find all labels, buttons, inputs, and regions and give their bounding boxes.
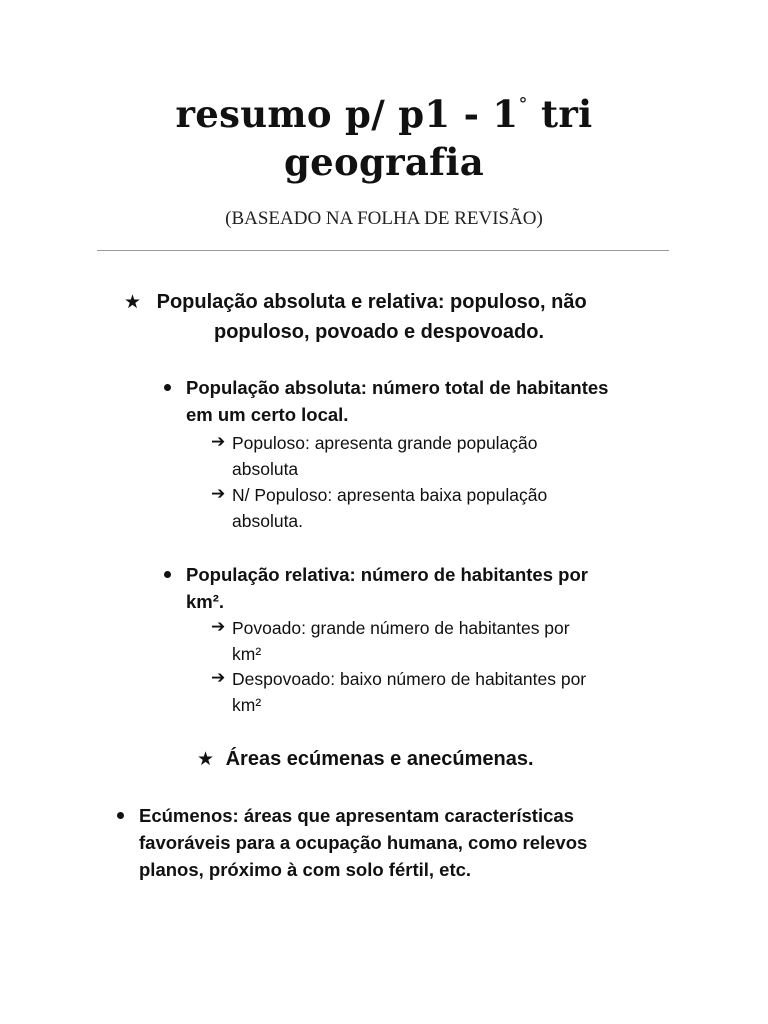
arrow-right-icon: ➔ <box>211 668 226 688</box>
arrow-right-icon: ➔ <box>211 617 226 637</box>
divider <box>97 250 669 251</box>
sub-item-line: N/ Populoso: apresenta baixa população <box>232 485 548 505</box>
arrow-right-icon: ➔ <box>211 484 226 504</box>
sub-item-line: Despovoado: baixo número de habitantes por <box>232 669 587 689</box>
section-heading-2 <box>197 744 534 774</box>
bullet-dot-icon <box>117 812 124 819</box>
page-title-line-2: geografia <box>283 140 485 184</box>
arrow-right-icon: ➔ <box>211 432 226 452</box>
bullet-absolute-population <box>186 374 608 428</box>
page-subtitle: (BASEADO NA FOLHA DE REVISÃO) <box>225 208 543 229</box>
sub-item-populoso <box>232 430 538 482</box>
sub-item-povoado <box>232 615 570 667</box>
bullet-line: População absoluta: número total de habitantes <box>186 377 609 398</box>
bullet-line: População relativa: número de habitantes por <box>186 564 588 585</box>
title-text-suffix: tri <box>527 92 593 136</box>
sub-item-despovoado <box>232 666 586 718</box>
sub-item-line: absoluta <box>232 459 299 479</box>
bullet-ecumenos <box>139 802 587 883</box>
sub-item-line: Populoso: apresenta grande população <box>232 433 538 453</box>
bullet-line: km². <box>186 591 225 612</box>
bullet-line: Ecúmenos: áreas que apresentam características <box>139 805 574 826</box>
sub-item-line: km² <box>232 644 262 664</box>
section-heading-1 <box>124 287 587 317</box>
bullet-line: planos, próximo à com solo fértil, etc. <box>139 859 472 880</box>
star-icon: ★ <box>197 748 215 770</box>
star-icon: ★ <box>124 291 142 313</box>
title-text: resumo p/ p1 - 1 <box>175 92 519 136</box>
bullet-line: em um certo local. <box>186 404 349 425</box>
section-heading-1-line-1: População absoluta e relativa: populoso, não <box>156 291 587 313</box>
sub-item-line: absoluta. <box>232 511 304 531</box>
sub-item-line: Povoado: grande número de habitantes por <box>232 618 570 638</box>
sub-item-nao-populoso <box>232 482 547 534</box>
section-heading-2-text: Áreas ecúmenas e anecúmenas. <box>225 748 534 770</box>
page-title-line-1 <box>0 92 768 136</box>
bullet-line: favoráveis para a ocupação humana, como relevos <box>139 832 588 853</box>
degree-sign: ° <box>518 93 528 115</box>
bullet-dot-icon <box>164 571 171 578</box>
bullet-relative-population <box>186 561 588 615</box>
section-heading-1-line-2: populoso, povoado e despovoado. <box>214 321 545 343</box>
sub-item-line: km² <box>232 695 262 715</box>
bullet-dot-icon <box>164 384 171 391</box>
